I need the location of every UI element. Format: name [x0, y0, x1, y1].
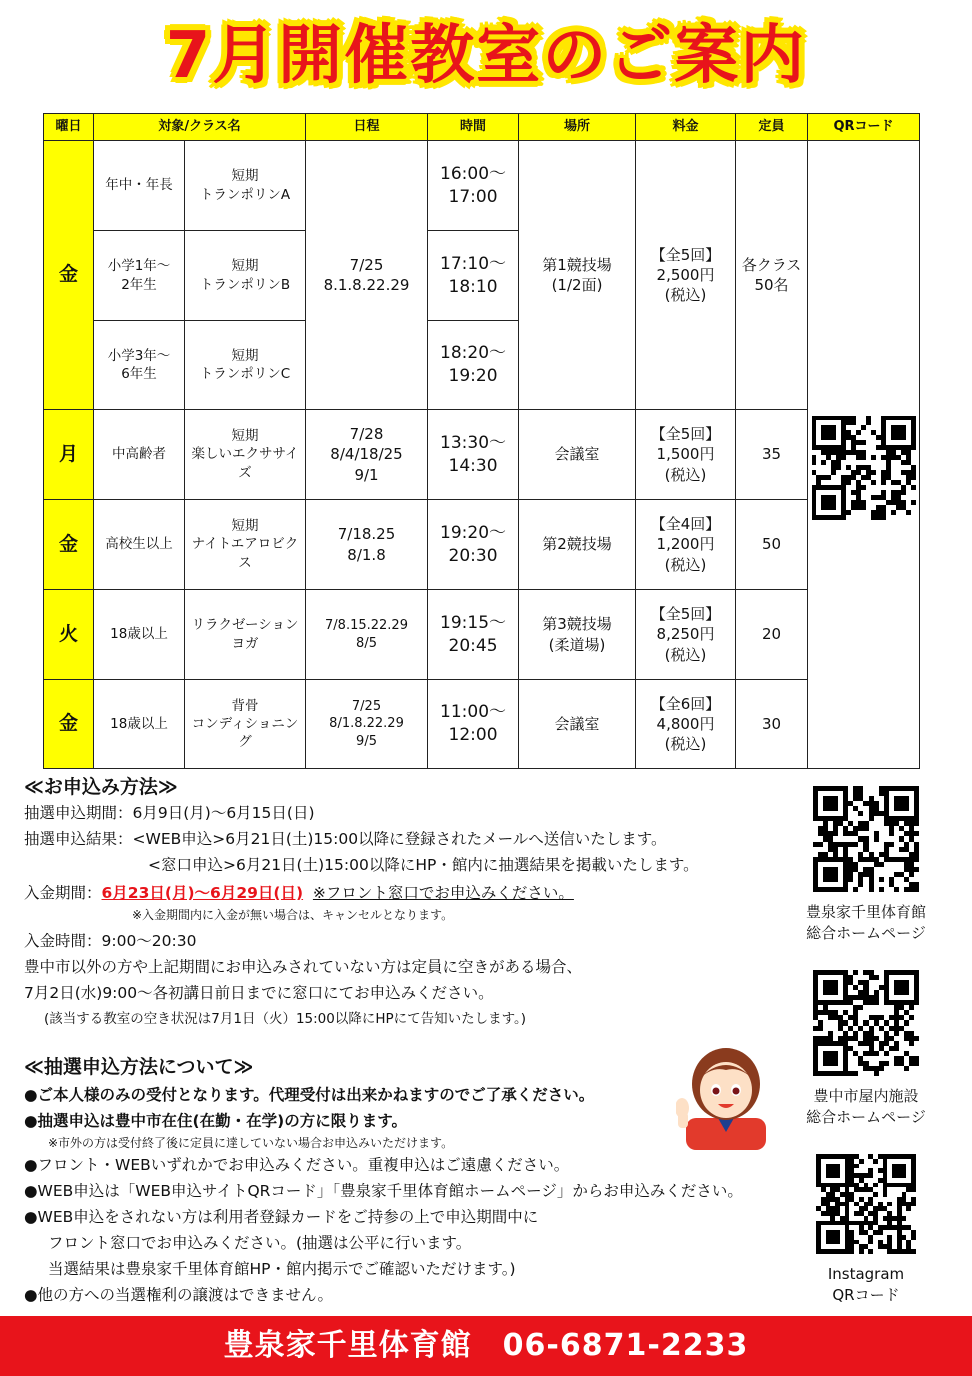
dates-cell: 7/8.15.22.29 8/5 [306, 590, 428, 680]
dates-cell: 7/18.25 8/1.8 [306, 500, 428, 590]
lottery-bullet-1: ●ご本人様のみの受付となります。代理受付は出来かねますのでご了承ください。 [24, 1086, 595, 1104]
capacity-cell: 50 [736, 500, 808, 590]
dates-cell: 7/28 8/4/18/25 9/1 [306, 410, 428, 500]
capacity-cell: 20 [736, 590, 808, 680]
payment-cancel-note: ※入金期間内に入金が無い場合は、キャンセルとなります。 [132, 908, 454, 922]
time-cell: 11:00～ 12:00 [428, 680, 519, 769]
time-cell: 19:20～ 20:30 [428, 500, 519, 590]
time-cell: 18:20～ 19:20 [428, 321, 519, 410]
apply-heading: ≪お申込み方法≫ [24, 776, 178, 798]
header-qr: QRコード [808, 114, 920, 141]
qr-instagram [806, 1154, 926, 1306]
day-cell: 金 [44, 141, 94, 410]
qr-cell-blank [808, 141, 920, 410]
lottery-bullet-5c: 当選結果は豊泉家千里体育館HP・館内掲示でご確認いただけます。) [48, 1260, 516, 1278]
target-cell: 18歳以上 [94, 680, 185, 769]
dates-cell: 7/25 8.1.8.22.29 [306, 141, 428, 410]
apply-result-window: <窓口申込>6月21日(土)15:00以降にHP・館内に抽選結果を掲載いたします。 [148, 856, 699, 874]
qr-caption-line2: QRコード [832, 1286, 900, 1304]
lottery-bullet-2-note: ※市外の方は受付終了後に定員に達していない場合お申込みいただけます。 [48, 1136, 454, 1150]
class-cell: 短期 トランポリンB [185, 231, 306, 321]
lottery-bullet-5a: ●WEB申込をされない方は利用者登録カードをご持参の上で申込期間中に [24, 1208, 539, 1226]
qr-caption-line1: 豊中市屋内施設 [813, 1087, 919, 1105]
qr-caption-line1: 豊泉家千里体育館 [806, 903, 927, 921]
table-row [44, 410, 920, 500]
header-fee: 料金 [636, 114, 736, 141]
target-cell: 18歳以上 [94, 590, 185, 680]
qr-caption-line2: 総合ホームページ [806, 924, 926, 942]
header-dates: 日程 [306, 114, 428, 141]
target-cell: 年中・年長 [94, 141, 185, 231]
time-cell: 17:10～ 18:10 [428, 231, 519, 321]
page-title: 7月開催教室のご案内 [165, 19, 807, 93]
apply-period: 抽選申込期間：6月9日(月)～6月15日(日) [24, 804, 315, 822]
qr-gym-homepage [806, 786, 926, 944]
qr-code-icon[interactable] [812, 416, 916, 520]
table-row [44, 141, 920, 231]
time-cell: 13:30～ 14:30 [428, 410, 519, 500]
other-apply-1: 豊中市以外の方や上記期間にお申込みされていない方は定員に空きがある場合、 [24, 958, 583, 976]
qr-caption-line2: 総合ホームページ [806, 1108, 926, 1126]
lottery-bullet-2: ●抽選申込は豊中市在住(在勤・在学)の方に限ります。 [24, 1112, 407, 1130]
header-capacity: 定員 [736, 114, 808, 141]
lottery-bullet-3: ●フロント・WEBいずれかでお申込みください。重複申込はご遠慮ください。 [24, 1156, 570, 1174]
other-apply-3: (該当する教室の空き状況は7月1日（火）15:00以降にHPにて告知いたします。) [44, 1011, 527, 1027]
time-cell: 16:00～ 17:00 [428, 141, 519, 231]
place-cell: 第1競技場 (1/2面) [519, 141, 636, 410]
qr-code-icon[interactable] [813, 786, 919, 892]
table-row [44, 500, 920, 590]
lottery-bullet-4: ●WEB申込は「WEB申込サイトQRコード」「豊泉家千里体育館ホームページ」からお申込みください。 [24, 1182, 743, 1200]
footer-contact: 豊泉家千里体育館 06-6871-2233 [0, 1316, 972, 1376]
qr-code-icon[interactable] [813, 970, 919, 1076]
lottery-heading: ≪抽選申込方法について≫ [24, 1056, 254, 1078]
header-place: 場所 [519, 114, 636, 141]
place-cell: 第3競技場 (柔道場) [519, 590, 636, 680]
qr-city-facilities [806, 970, 926, 1128]
capacity-cell: 各クラス 50名 [736, 141, 808, 410]
target-cell: 中高齢者 [94, 410, 185, 500]
other-apply-2: 7月2日(水)9:00～各初講日前日までに窓口にてお申込みください。 [24, 984, 494, 1002]
capacity-cell: 30 [736, 680, 808, 769]
day-cell: 火 [44, 590, 94, 680]
target-cell: 小学3年～ 6年生 [94, 321, 185, 410]
target-cell: 高校生以上 [94, 500, 185, 590]
header-day: 曜日 [44, 114, 94, 141]
table-header-row [44, 114, 920, 141]
class-cell: 背骨 コンディショニング [185, 680, 306, 769]
time-cell: 19:15～ 20:45 [428, 590, 519, 680]
lottery-bullet-6: ●他の方への当選権利の譲渡はできません。 [24, 1286, 333, 1304]
class-cell: 短期 トランポリンC [185, 321, 306, 410]
payment-time: 入金時間：9:00～20:30 [24, 932, 197, 950]
table-row [44, 680, 920, 769]
schedule-table [43, 113, 920, 769]
header-target-class: 対象/クラス名 [94, 114, 306, 141]
fee-cell: 【全6回】 4,800円 (税込) [636, 680, 736, 769]
staff-girl-illustration [676, 1040, 776, 1150]
class-cell: 短期 ナイトエアロビクス [185, 500, 306, 590]
class-cell: 短期 楽しいエクササイズ [185, 410, 306, 500]
fee-cell: 【全5回】 2,500円 (税込) [636, 141, 736, 410]
capacity-cell: 35 [736, 410, 808, 500]
day-cell: 月 [44, 410, 94, 500]
fee-cell: 【全5回】 8,250円 (税込) [636, 590, 736, 680]
header-time: 時間 [428, 114, 519, 141]
lottery-bullet-5b: フロント窓口でお申込みください。(抽選は公平に行います。 [48, 1234, 472, 1252]
fee-cell: 【全5回】 1,500円 (税込) [636, 410, 736, 500]
fee-cell: 【全4回】 1,200円 (税込) [636, 500, 736, 590]
class-cell: 短期 トランポリンA [185, 141, 306, 231]
apply-section [24, 774, 804, 1032]
target-cell: 小学1年～ 2年生 [94, 231, 185, 321]
apply-result-web: 抽選申込結果：<WEB申込>6月21日(土)15:00以降に登録されたメールへ送信いたします。 [24, 830, 667, 848]
qr-cell [808, 410, 920, 769]
qr-caption-line1: Instagram [827, 1265, 905, 1283]
place-cell: 会議室 [519, 410, 636, 500]
payment-period: 入金期間：6月23日(月)～6月29日(日) ※フロント窓口でお申込みください。 [24, 884, 574, 902]
place-cell: 第2競技場 [519, 500, 636, 590]
class-cell: リラクゼーション ヨガ [185, 590, 306, 680]
dates-cell: 7/25 8/1.8.22.29 9/5 [306, 680, 428, 769]
place-cell: 会議室 [519, 680, 636, 769]
qr-code-icon[interactable] [816, 1154, 916, 1254]
day-cell: 金 [44, 680, 94, 769]
day-cell: 金 [44, 500, 94, 590]
table-row [44, 590, 920, 680]
